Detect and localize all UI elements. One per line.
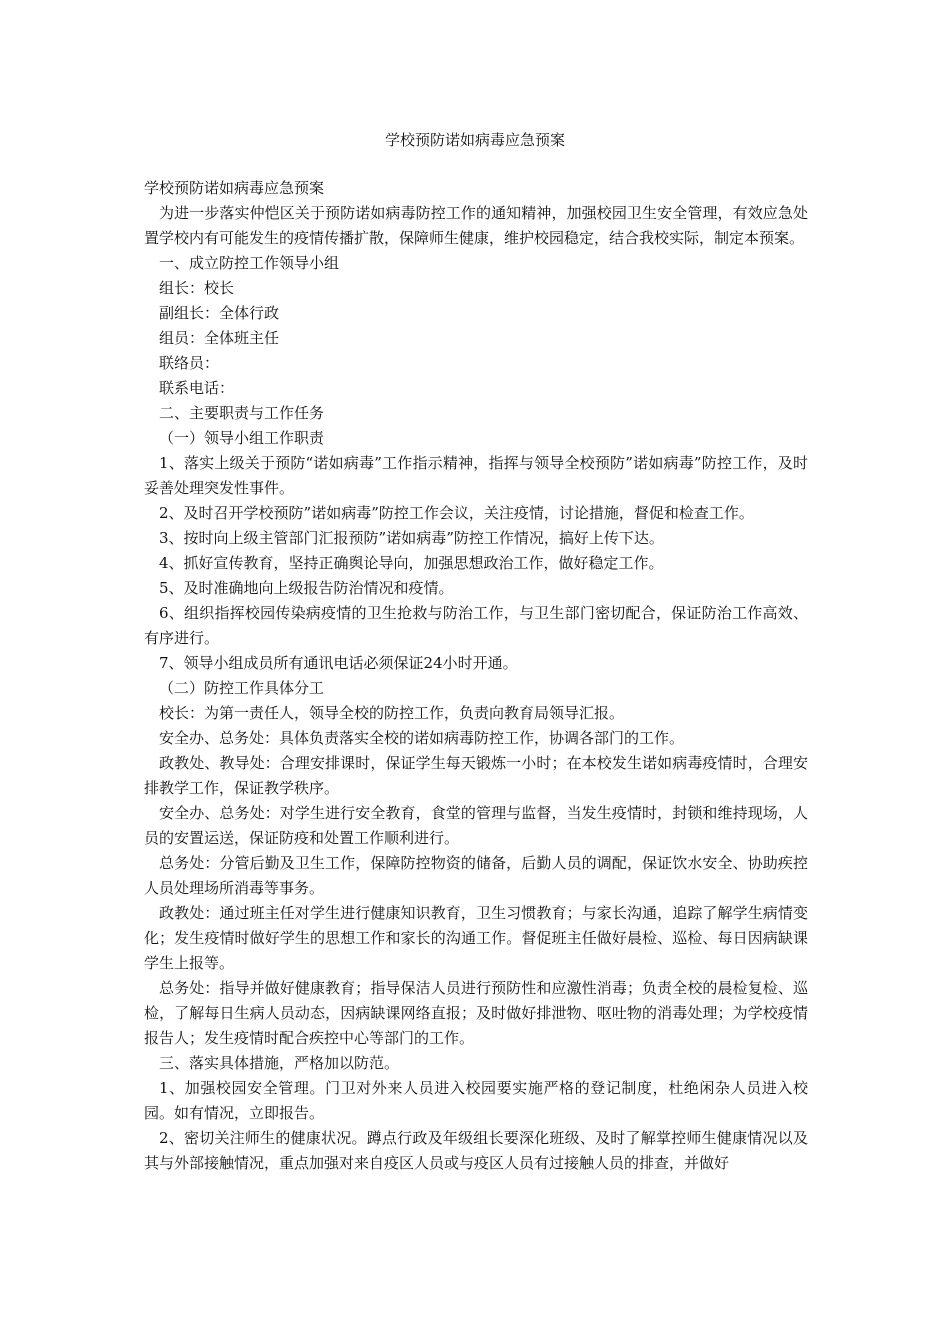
paragraph: 二、主要职责与工作任务	[159, 404, 325, 422]
paragraph: （一）领导小组工作职责	[159, 429, 325, 447]
paragraph: 政教处：通过班主任对学生进行健康知识教育，卫生习惯教育；与家长沟通，追踪了解学生病情变化；发生疫情时做好学生的思想工作和家长的沟通工作。督促班主任做好晨检、巡检、每日因病缺课学生上报等。	[144, 904, 808, 972]
paragraph: 5、及时准确地向上级报告防治情况和疫情。	[159, 579, 454, 597]
paragraph: 2、及时召开学校预防”诺如病毒”防控工作会议，关注疫情，讨论措施，督促和检查工作。	[159, 504, 754, 522]
body-heading: 学校预防诺如病毒应急预案	[144, 179, 325, 197]
paragraph: 2、密切关注师生的健康状况。蹲点行政及年级组长要深化班级、及时了解掌控师生健康情况以及其与外部接触情况，重点加强对来自疫区人员或与疫区人员有过接触人员的排查，并做好	[144, 1129, 808, 1172]
paragraph: 总务处：分管后勤及卫生工作，保障防控物资的储备，后勤人员的调配，保证饮水安全、协助疾控人员处理场所消毒等事务。	[144, 854, 808, 897]
paragraph: 组长：校长	[159, 279, 235, 297]
paragraph: 为进一步落实仲恺区关于预防诺如病毒防控工作的通知精神，加强校园卫生安全管理，有效应急处置学校内有可能发生的疫情传播扩散，保障师生健康，维护校园稳定，结合我校实际，制定本预案。	[144, 204, 808, 247]
paragraph: 一、成立防控工作领导小组	[159, 254, 340, 272]
paragraph: 6、组织指挥校园传染病疫情的卫生抢救与防治工作，与卫生部门密切配合，保证防治工作高效、有序进行。	[144, 604, 808, 647]
paragraph: 联系电话：	[159, 379, 235, 397]
paragraph: 三、落实具体措施，严格加以防范。	[159, 1054, 400, 1072]
paragraph: 总务处：指导并做好健康教育；指导保洁人员进行预防性和应激性消毒；负责全校的晨检复检、巡检，了解每日生病人员动态，因病缺课网络直报；及时做好排泄物、呕吐物的消毒处理；为学校疫情报告人；发生疫情时配合疾控中心等部门的工作。	[144, 979, 808, 1047]
paragraph: 4、抓好宣传教育，坚持正确舆论导向，加强思想政治工作，做好稳定工作。	[159, 554, 664, 572]
paragraph: 7、领导小组成员所有通讯电话必须保证24小时开通。	[159, 654, 518, 672]
paragraph: 组员：全体班主任	[159, 329, 280, 347]
paragraph: 安全办、总务处：对学生进行安全教育，食堂的管理与监督，当发生疫情时，封锁和维持现场，人员的安置运送，保证防疫和处置工作顺利进行。	[144, 804, 808, 847]
document-body	[144, 176, 808, 1176]
document-title: 学校预防诺如病毒应急预案	[384, 131, 565, 149]
paragraph: 校长：为第一责任人，领导全校的防控工作，负责向教育局领导汇报。	[159, 704, 625, 722]
paragraph: 1、落实上级关于预防“诺如病毒”工作指示精神，指挥与领导全校预防”诺如病毒”防控工作，及时妥善处理突发性事件。	[144, 454, 808, 497]
paragraph: 副组长：全体行政	[159, 304, 280, 322]
paragraph: 政教处、教导处：合理安排课时，保证学生每天锻炼一小时；在本校发生诺如病毒疫情时，合理安排教学工作，保证教学秩序。	[144, 754, 808, 797]
paragraph: 联络员：	[159, 354, 220, 372]
paragraph: 1、加强校园安全管理。门卫对外来人员进入校园要实施严格的登记制度，杜绝闲杂人员进入校园。如有情况，立即报告。	[144, 1079, 808, 1122]
paragraph: （二）防控工作具体分工	[159, 679, 325, 697]
paragraph: 3、按时向上级主管部门汇报预防”诺如病毒”防控工作情况，搞好上传下达。	[159, 529, 664, 547]
paragraph: 安全办、总务处：具体负责落实全校的诺如病毒防控工作，协调各部门的工作。	[159, 729, 685, 747]
